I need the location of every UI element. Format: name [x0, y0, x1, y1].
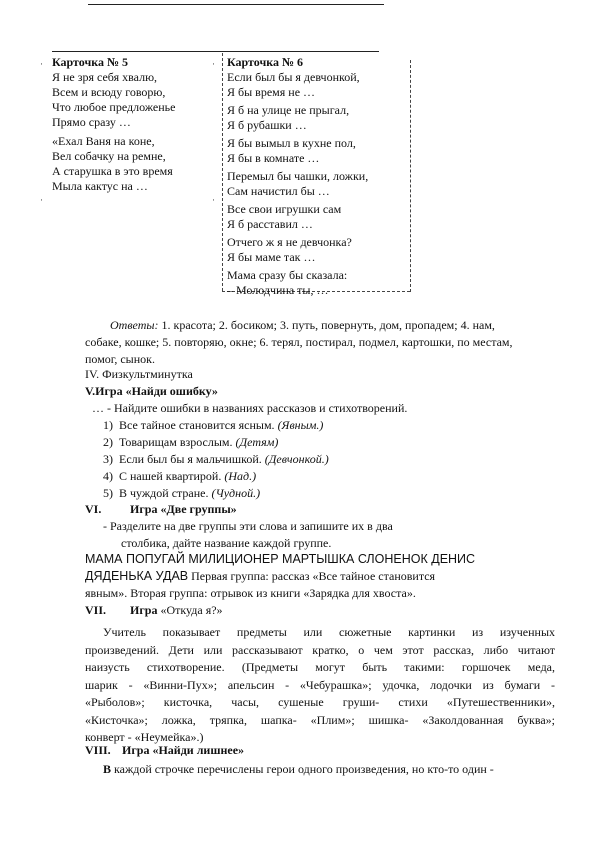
card-6-line: Отчего ж я не девчонка? [227, 235, 352, 249]
card-6-line: Перемыл бы чашки, ложки, [227, 169, 369, 183]
section-8-text [103, 762, 494, 777]
section-5-item [103, 469, 256, 484]
item-number: 1) [103, 418, 113, 432]
card-5-line: Что любое предложенье [52, 100, 176, 114]
card-5-left-dot: · [40, 59, 43, 69]
card-6-line: Я б рубашки … [227, 118, 307, 132]
card-5-line: Прямо сразу … [52, 115, 131, 129]
section-6-first-group: Первая группа: рассказ «Все тайное становится [191, 569, 436, 583]
card-5-line: Всем и всюду говорю, [52, 85, 166, 99]
answers-line-3: помог, сынок. [85, 352, 155, 366]
card-5-line: А старушка в это время [52, 164, 173, 178]
answers-line-2: собаке, кошке; 5. повторяю, окне; 6. терял, постирал, подмел, картошки, по местам, [85, 335, 513, 349]
section-5-item [103, 435, 278, 450]
card-5-line: Я не зря себя хвалю, [52, 70, 158, 84]
section-6-words-line-2 [85, 569, 435, 584]
card-5-line: «Ехал Ваня на коне, [52, 134, 155, 148]
section-7-line: шарик - «Винни-Пух»; апельсин - «Чебурашка»; удочка, лодочки из бумаги - [85, 677, 555, 692]
section-5-item [103, 418, 323, 433]
section-5-item [103, 486, 260, 501]
section-5-item [103, 452, 329, 467]
section-5-heading: V.Игра «Найди ошибку» [85, 384, 218, 398]
section-5-intro: … - Найдите ошибки в названиях рассказов и стихотворений. [92, 401, 408, 415]
item-answer: (Чудной.) [211, 486, 261, 500]
card-5-right-dot: · [212, 59, 215, 69]
card-6-line: Я бы маме так … [227, 250, 316, 264]
card-6-line: Я б на улице не прыгал, [227, 103, 350, 117]
item-text: С нашей квартирой. [119, 469, 222, 483]
card-6-line: Я бы вымыл в кухне пол, [227, 136, 356, 150]
item-text: В чуждой стране. [119, 486, 209, 500]
section-7-line: наизусть стихотворение. (Предметы могут быть такими: горшочек меда, [85, 660, 555, 674]
top-rule [88, 4, 384, 5]
item-answer: (Явным.) [277, 418, 324, 432]
item-number: 3) [103, 452, 113, 466]
item-number: 5) [103, 486, 113, 500]
section-7-line: «Рыболов»; кисточка, часы, сушеные груши- стихи «Путешественники», [85, 695, 555, 709]
item-number: 4) [103, 469, 113, 483]
card-6-line: Я бы в комнате … [227, 151, 320, 165]
section-8-first-letter: В [103, 762, 112, 776]
answers-line-1 [110, 318, 495, 333]
card-6-line: – Молодчина ты, … [227, 283, 329, 297]
card-6-right-border [410, 60, 411, 292]
section-7-paragraph [85, 624, 555, 747]
section-4-heading: IV. Физкультминутка [85, 367, 193, 381]
card-5-title: Карточка № 5 [52, 55, 129, 69]
section-8-heading: Игра «Найди лишнее» [122, 743, 245, 757]
card-5-line: Вел собачку на ремне, [52, 149, 166, 163]
card-6-line: Я бы время не … [227, 85, 316, 99]
card-6-line: Сам начистил бы … [227, 184, 330, 198]
section-7-number: VII. [85, 603, 107, 617]
item-text: Все тайное становится ясным. [119, 418, 275, 432]
answers-label: Ответы: [110, 318, 159, 332]
section-7-heading [130, 603, 223, 618]
card-5-line: Мыла кактус на … [52, 179, 148, 193]
card-5 [52, 55, 175, 194]
item-number: 2) [103, 435, 113, 449]
card-5-right-dot: · [212, 195, 215, 205]
card-6 [227, 55, 368, 298]
section-6-heading: Игра «Две группы» [130, 502, 237, 516]
section-6-words-line-3: явным». Вторая группа: отрывок из книги «Зарядка для хвоста». [85, 586, 416, 600]
item-text: Если был бы я мальчишкой. [119, 452, 262, 466]
card-6-line: Я б расставил … [227, 217, 313, 231]
card-6-left-border [222, 53, 223, 291]
section-8-number: VIII. [85, 743, 111, 757]
item-answer: (Девчонкой.) [264, 452, 329, 466]
section-7-line: «Кисточка»; ложка, тряпка, шапка- «Плим»; шишка- «Заколдованная буква»; [85, 712, 555, 727]
item-answer: (Детям) [235, 435, 279, 449]
section-6-words-line-1: МАМА ПОПУГАЙ МИЛИЦИОНЕР МАРТЫШКА СЛОНЕНОК ДЕНИС [85, 552, 476, 566]
card-5-left-dot: · [40, 195, 43, 205]
section-6-task-line-1: - Разделите на две группы эти слова и запишите их в два [103, 519, 393, 533]
section-7-line: произведений. Дети или рассказывают кратко, о чем этот рассказ, либо читают [85, 642, 555, 657]
section-8-line: каждой строчке перечислены герои одного произведения, но кто-то один - [114, 762, 494, 776]
section-7-heading-bold: Игра [130, 603, 158, 617]
card-6-line: Если был бы я девчонкой, [227, 70, 360, 84]
section-6-words-caps: ДЯДЕНЬКА УДАВ [85, 569, 189, 583]
card-6-title: Карточка № 6 [227, 55, 304, 69]
section-7-line: Учитель показывает предметы или сюжетные картинки из изученных [103, 625, 555, 639]
section-6-task-line-2: столбика, дайте название каждой группе. [121, 536, 332, 550]
answers-text: 1. красота; 2. босиком; 3. путь, повернуть, дом, пропадем; 4. нам, [161, 318, 495, 332]
item-text: Товарищам взрослым. [119, 435, 233, 449]
card-6-line: Мама сразу бы сказала: [227, 268, 348, 282]
cards-top-rule [52, 51, 379, 52]
section-7-heading-rest: «Откуда я?» [160, 603, 223, 617]
item-answer: (Над.) [224, 469, 257, 483]
section-6-number: VI. [85, 502, 102, 516]
section-7-line: конверт - «Неумейка».) [85, 730, 204, 744]
card-6-line: Все свои игрушки сам [227, 202, 342, 216]
